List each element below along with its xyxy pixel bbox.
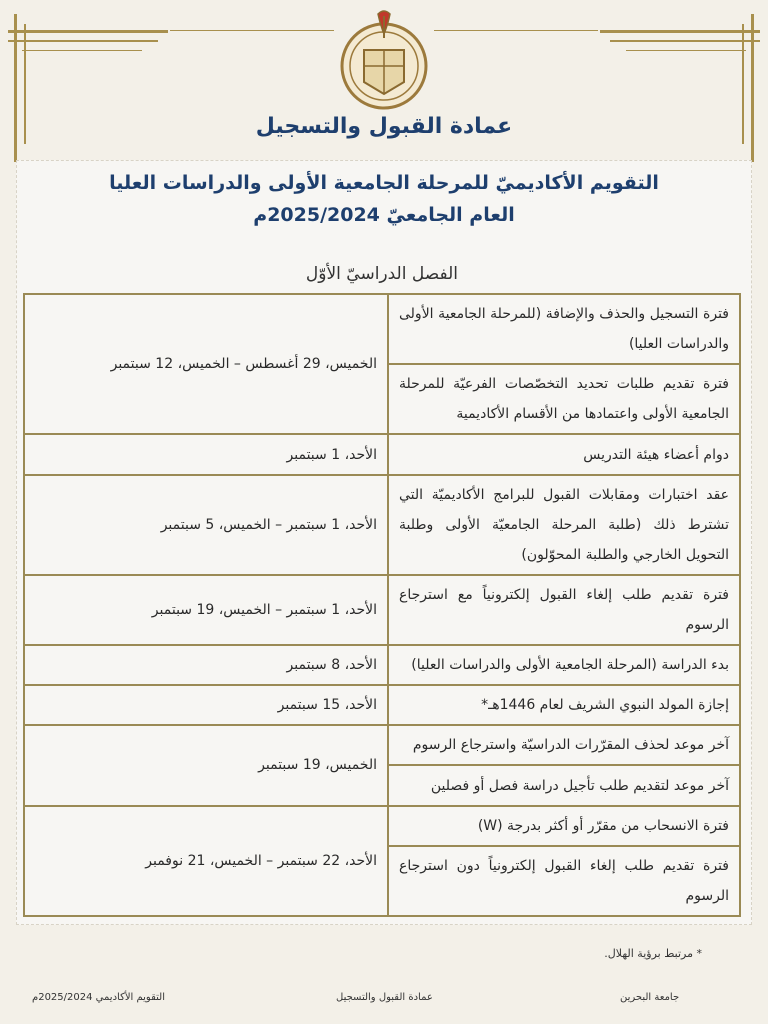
event-cell: إجازة المولد النبوي الشريف لعام 1446هـ* bbox=[388, 685, 740, 725]
date-cell: الخميس، 29 أغسطس – الخميس، 12 سبتمبر bbox=[24, 294, 388, 434]
footnote: * مرتبط برؤية الهلال. bbox=[604, 947, 702, 960]
date-cell: الأحد، 1 سبتمبر – الخميس، 5 سبتمبر bbox=[24, 475, 388, 575]
frame-line-top-right-inner bbox=[434, 30, 598, 31]
date-cell: الأحد، 15 سبتمبر bbox=[24, 685, 388, 725]
event-cell: آخر موعد لتقديم طلب تأجيل دراسة فصل أو فصلين bbox=[388, 765, 740, 805]
event-cell: عقد اختبارات ومقابلات القبول للبرامج الأكاديميّة التي تشترط ذلك (طلبة المرحلة الجامعيّة الأولى وطلبة التحويل الخارجي والطلبة المحوّلون) bbox=[388, 475, 740, 575]
date-cell: الأحد، 8 سبتمبر bbox=[24, 645, 388, 685]
table-row bbox=[24, 806, 740, 846]
table-row bbox=[24, 475, 740, 575]
date-cell: الأحد، 1 سبتمبر bbox=[24, 434, 388, 474]
table-row bbox=[24, 294, 740, 364]
date-cell: الأحد، 22 سبتمبر – الخميس، 21 نوفمبر bbox=[24, 806, 388, 916]
event-cell: دوام أعضاء هيئة التدريس bbox=[388, 434, 740, 474]
table-row bbox=[24, 434, 740, 474]
event-cell: فترة تقديم طلب إلغاء القبول إلكترونياً مع استرجاع الرسوم bbox=[388, 575, 740, 645]
date-cell: الخميس، 19 سبتمبر bbox=[24, 725, 388, 805]
footer-department: عمادة القبول والتسجيل bbox=[336, 992, 433, 1003]
frame-line-top-left-inner bbox=[170, 30, 334, 31]
footer-university: جامعة البحرين bbox=[620, 992, 680, 1003]
table-row bbox=[24, 645, 740, 685]
table-row bbox=[24, 575, 740, 645]
semester-title: الفصل الدراسيّ الأوّل bbox=[305, 264, 458, 284]
footer-calendar: التقويم الأكاديمي 2025/2024م bbox=[32, 992, 165, 1003]
university-logo bbox=[338, 10, 430, 112]
event-cell: بدء الدراسة (المرحلة الجامعية الأولى والدراسات العليا) bbox=[388, 645, 740, 685]
event-cell: فترة تقديم طلب إلغاء القبول إلكترونياً دون استرجاع الرسوم bbox=[388, 846, 740, 916]
event-cell: آخر موعد لحذف المقرّرات الدراسيّة واسترجاع الرسوم bbox=[388, 725, 740, 765]
date-cell: الأحد، 1 سبتمبر – الخميس، 19 سبتمبر bbox=[24, 575, 388, 645]
event-cell: فترة تقديم طلبات تحديد التخصّصات الفرعيّة للمرحلة الجامعية الأولى واعتمادها من الأقسام الأكاديمية bbox=[388, 364, 740, 434]
calendar-title: التقويم الأكاديميّ للمرحلة الجامعية الأولى والدراسات العليا bbox=[109, 172, 659, 194]
table-row bbox=[24, 685, 740, 725]
table-row bbox=[24, 725, 740, 765]
department-title: عمادة القبول والتسجيل bbox=[255, 114, 513, 139]
event-cell: فترة الانسحاب من مقرّر أو أكثر بدرجة (W) bbox=[388, 806, 740, 846]
calendar-table bbox=[23, 293, 741, 917]
calendar-year: العام الجامعيّ 2025/2024م bbox=[253, 204, 515, 226]
event-cell: فترة التسجيل والحذف والإضافة (للمرحلة الجامعية الأولى والدراسات العليا) bbox=[388, 294, 740, 364]
